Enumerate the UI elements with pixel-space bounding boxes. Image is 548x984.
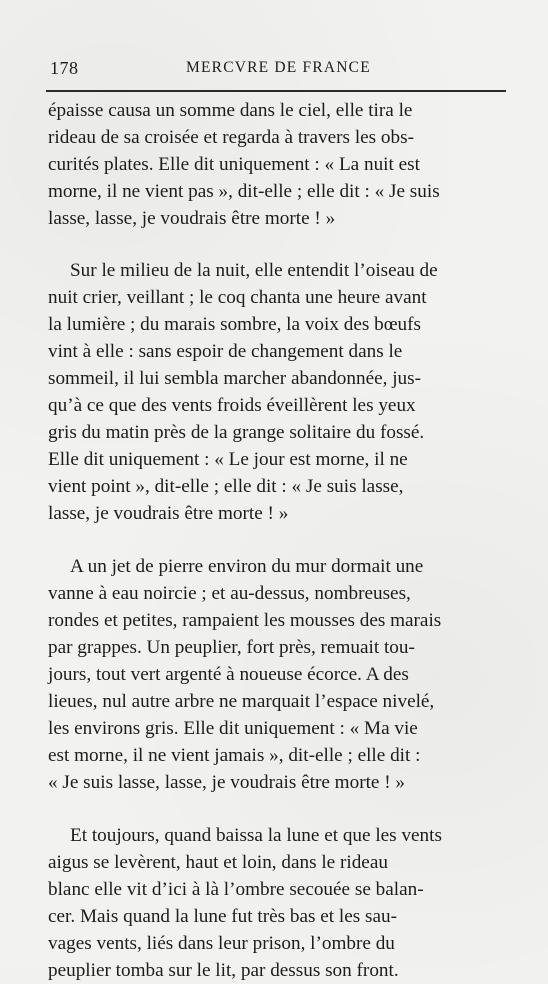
page-number: 178: [50, 58, 79, 78]
text-line: gris du matin près de la grange solitaire du fossé.: [48, 422, 425, 443]
text-line: par grappes. Un peuplier, fort près, remuait tou-: [48, 637, 415, 658]
text-line: est morne, il ne vient jamais », dit-elle ; elle dit :: [48, 745, 421, 766]
text-line: curités plates. Elle dit uniquement : « La nuit est: [48, 154, 420, 175]
header-rule: [46, 90, 506, 92]
paragraph-4: [48, 822, 506, 984]
text-line: lasse, lasse, je voudrais être morte ! »: [48, 208, 336, 229]
text-line: épaisse causa un somme dans le ciel, elle tira le: [48, 100, 413, 121]
text-line: Et toujours, quand baissa la lune et que les vents: [70, 825, 442, 846]
text-line: vanne à eau noircie ; et au-dessus, nombreuses,: [48, 583, 411, 604]
text-line: vint à elle : sans espoir de changement dans le: [48, 341, 403, 362]
text-line: lasse, je voudrais être morte ! »: [48, 503, 289, 524]
text-line: aigus se levèrent, haut et loin, dans le rideau: [48, 852, 388, 873]
text-line: nuit crier, veillant ; le coq chanta une heure avant: [48, 287, 427, 308]
text-line: blanc elle vit d’ici à là l’ombre secouée se balan-: [48, 879, 424, 900]
running-head: MERCVRE DE FRANCE: [186, 59, 371, 76]
body-text: [48, 97, 506, 984]
text-line: cer. Mais quand la lune fut très bas et les sau-: [48, 906, 398, 927]
text-line: vient point », dit-elle ; elle dit : « Je suis lasse,: [48, 476, 404, 497]
text-line: vages vents, liés dans leur prison, l’ombre du: [48, 933, 395, 954]
text-line: sommeil, il lui sembla marcher abandonnée, jus-: [48, 368, 421, 389]
paragraph-3: [48, 553, 506, 796]
page-header: [50, 58, 504, 84]
text-line: rondes et petites, rampaient les mousses des marais: [48, 610, 442, 631]
text-line: la lumière ; du marais sombre, la voix des bœufs: [48, 314, 422, 335]
text-line: morne, il ne vient pas », dit-elle ; elle dit : « Je suis: [48, 181, 440, 202]
text-line: jours, tout vert argenté à noueuse écorce. A des: [48, 664, 409, 685]
paragraph-2: [48, 257, 506, 527]
paragraph-1: [48, 97, 506, 232]
text-line: « Je suis lasse, lasse, je voudrais être morte ! »: [48, 772, 406, 793]
text-line: peuplier tomba sur le lit, par dessus son front.: [48, 960, 399, 981]
text-line: qu’à ce que des vents froids éveillèrent les yeux: [48, 395, 416, 416]
text-line: A un jet de pierre environ du mur dormait une: [70, 556, 424, 577]
text-line: Sur le milieu de la nuit, elle entendit l’oiseau de: [70, 260, 438, 281]
text-line: les environs gris. Elle dit uniquement : « Ma vie: [48, 718, 418, 739]
text-line: lieues, nul autre arbre ne marquait l’espace nivelé,: [48, 691, 435, 712]
text-line: Elle dit uniquement : « Le jour est morne, il ne: [48, 449, 408, 470]
text-line: rideau de sa croisée et regarda à travers les obs-: [48, 127, 414, 148]
